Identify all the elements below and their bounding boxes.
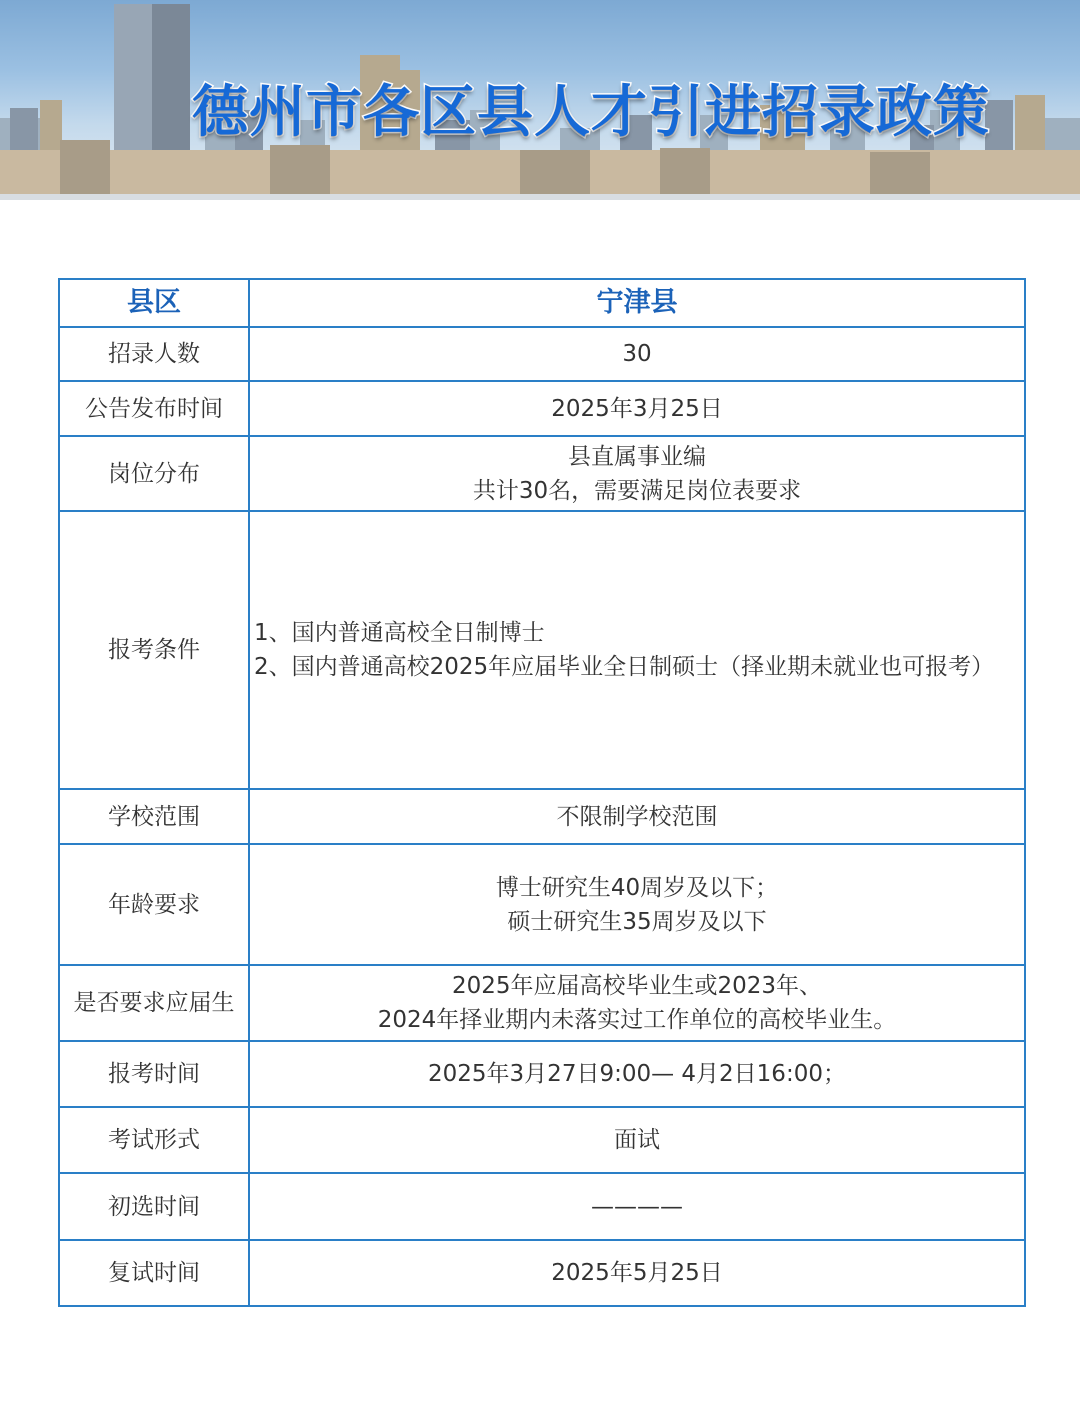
row-value <box>249 1041 1025 1107</box>
header-county-value: 宁津县 <box>249 279 1025 327</box>
value-line: 共计30名，需要满足岗位表要求 <box>472 477 802 504</box>
table-row <box>59 1173 1025 1240</box>
value-line: 不限制学校范围 <box>556 803 718 830</box>
table-row <box>59 965 1025 1041</box>
value-line: 2025年3月27日9:00— 4月2日16:00； <box>428 1061 846 1087</box>
value-line: ———— <box>591 1193 683 1220</box>
table-row <box>59 381 1025 436</box>
row-label: 报考条件 <box>59 511 249 789</box>
row-value <box>249 327 1025 381</box>
row-value <box>249 1173 1025 1240</box>
table-header-row <box>59 279 1025 327</box>
table-row <box>59 844 1025 965</box>
header-county-label: 县区 <box>59 279 249 327</box>
policy-table <box>58 278 1026 1307</box>
row-label: 报考时间 <box>59 1041 249 1107</box>
row-value <box>249 789 1025 844</box>
table-row <box>59 511 1025 789</box>
row-value <box>249 381 1025 436</box>
table-row <box>59 1240 1025 1306</box>
value-line: 2025年应届高校毕业生或2023年、 <box>451 973 823 999</box>
row-label: 初选时间 <box>59 1173 249 1240</box>
row-value <box>249 511 1025 789</box>
table-row <box>59 327 1025 381</box>
banner-title: 德州市各区县人才引进招录政策 <box>192 80 990 145</box>
value-line: 县直属事业编 <box>568 443 706 470</box>
row-label: 考试形式 <box>59 1107 249 1173</box>
row-value <box>249 1107 1025 1173</box>
row-label: 招录人数 <box>59 327 249 381</box>
table-row <box>59 1107 1025 1173</box>
row-label: 学校范围 <box>59 789 249 844</box>
value-line: 2025年3月25日 <box>551 395 723 422</box>
value-line: 1、国内普通高校全日制博士 <box>254 620 545 646</box>
row-label: 岗位分布 <box>59 436 249 511</box>
row-label: 公告发布时间 <box>59 381 249 436</box>
value-line: 2025年5月25日 <box>551 1260 723 1286</box>
value-line: 2、国内普通高校2025年应届毕业全日制硕士（择业期未就业也可报考） <box>254 654 995 680</box>
value-line: 2024年择业期内未落实过工作单位的高校毕业生。 <box>377 1007 897 1033</box>
row-value <box>249 844 1025 965</box>
row-value <box>249 1240 1025 1306</box>
table-row <box>59 436 1025 511</box>
row-value <box>249 965 1025 1041</box>
row-label: 复试时间 <box>59 1240 249 1306</box>
table-row <box>59 1041 1025 1107</box>
value-line: 面试 <box>614 1127 660 1153</box>
row-value <box>249 436 1025 511</box>
row-label: 年龄要求 <box>59 844 249 965</box>
row-label: 是否要求应届生 <box>59 965 249 1041</box>
value-line: 博士研究生40周岁及以下； <box>495 874 779 901</box>
value-line: 30 <box>622 341 652 367</box>
city-skyline-banner <box>0 0 1080 200</box>
table-row <box>59 789 1025 844</box>
value-line: 硕士研究生35周岁及以下 <box>507 908 767 935</box>
